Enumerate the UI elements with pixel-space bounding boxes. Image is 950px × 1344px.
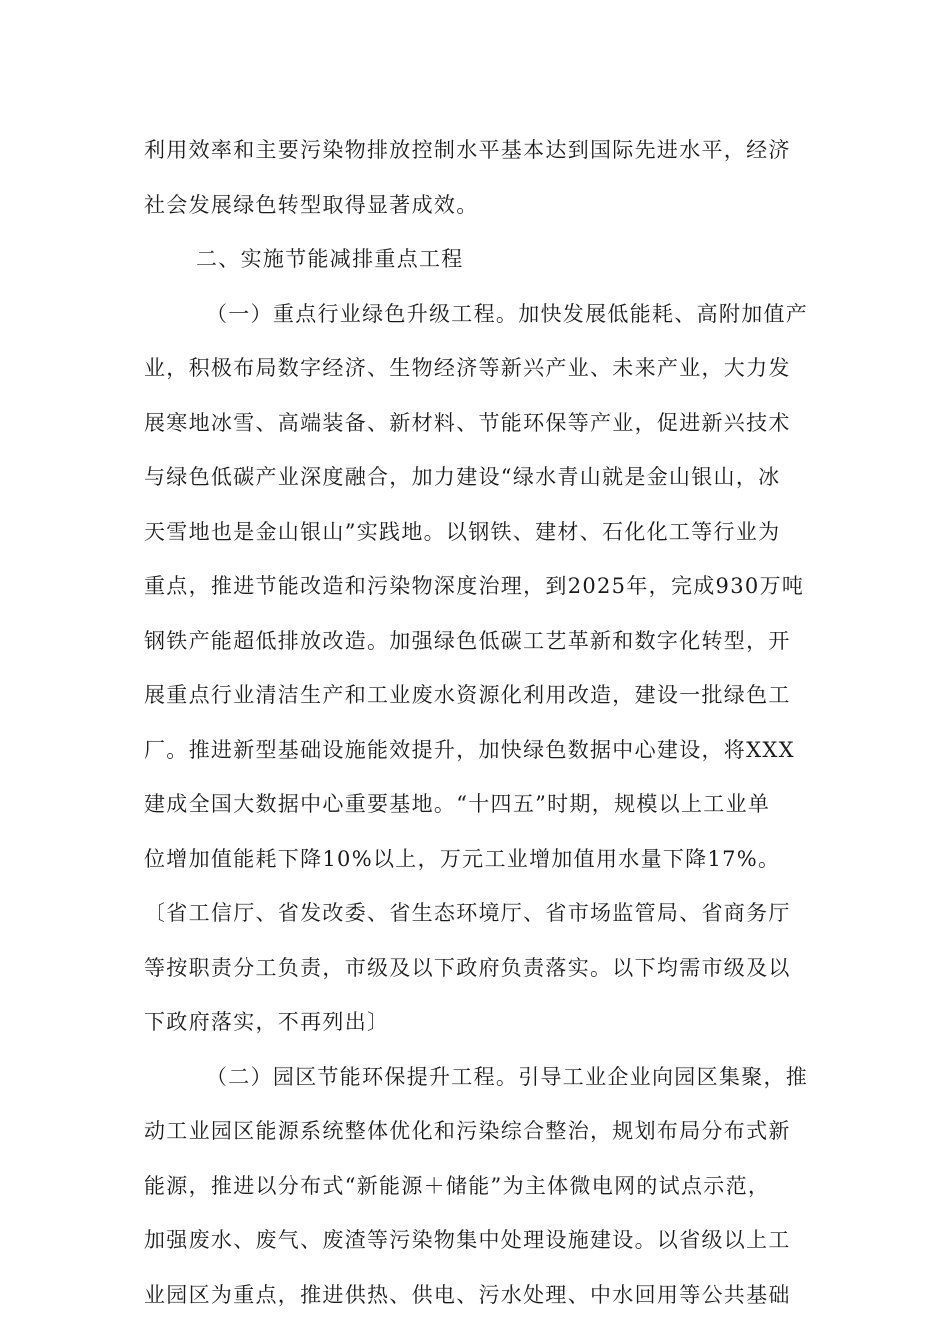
document-body [144, 123, 809, 1322]
body-line: 建成全国大数据中心重要基地。“十四五”时期，规模以上工业单 [144, 792, 771, 816]
section-heading: 二、实施节能减排重点工程 [196, 247, 464, 271]
body-line: 天雪地也是金山银山”实践地。以钢铁、建材、石化化工等行业为 [144, 519, 781, 544]
body-line: 展重点行业清洁生产和工业废水资源化利用改造，建设一批绿色工 [144, 683, 791, 707]
body-line: 位增加值能耗下降10%以上，万元工业增加值用水量下降17%。 [144, 846, 781, 871]
body-line: 与绿色低碳产业深度融合，加力建设“绿水青山就是金山银山，冰 [144, 465, 781, 489]
body-line: 业，积极布局数字经济、生物经济等新兴产业、未来产业，大力发 [144, 356, 791, 380]
body-line: 钢铁产能超低排放改造。加强绿色低碳工艺革新和数字化转型，开 [144, 628, 791, 653]
body-line: 能源，推进以分布式“新能源＋储能”为主体微电网的试点示范， [144, 1173, 771, 1198]
body-line: 下政府落实，不再列出〕 [144, 1010, 390, 1034]
body-line: 加强废水、废气、废渣等污染物集中处理设施建设。以省级以上工 [144, 1228, 791, 1252]
body-line: 社会发展绿色转型取得显著成效。 [144, 192, 479, 217]
subsection-heading-line: （一）重点行业绿色升级工程。加快发展低能耗、高附加值产 [206, 301, 809, 326]
body-line: 业园区为重点，推进供热、供电、污水处理、中水回用等公共基础 [144, 1282, 791, 1307]
subsection-heading-line: （二）园区节能环保提升工程。引导工业企业向园区集聚，推 [206, 1064, 809, 1089]
body-line: 展寒地冰雪、高端装备、新材料、节能环保等产业，促进新兴技术 [144, 410, 791, 435]
body-line: 〔省工信厅、省发改委、省生态环境厅、省市场监管局、省商务厅 [144, 901, 791, 925]
body-line: 厂。推进新型基础设施能效提升，加快绿色数据中心建设，将XXX [144, 737, 795, 762]
body-line: 动工业园区能源系统整体优化和污染综合整治，规划布局分布式新 [144, 1119, 791, 1143]
body-line: 等按职责分工负责，市级及以下政府负责落实。以下均需市级及以 [144, 955, 791, 980]
body-line: 重点，推进节能改造和污染物深度治理，到2025年，完成930万吨 [144, 574, 805, 598]
body-line: 利用效率和主要污染物排放控制水平基本达到国际先进水平，经济 [144, 138, 791, 162]
